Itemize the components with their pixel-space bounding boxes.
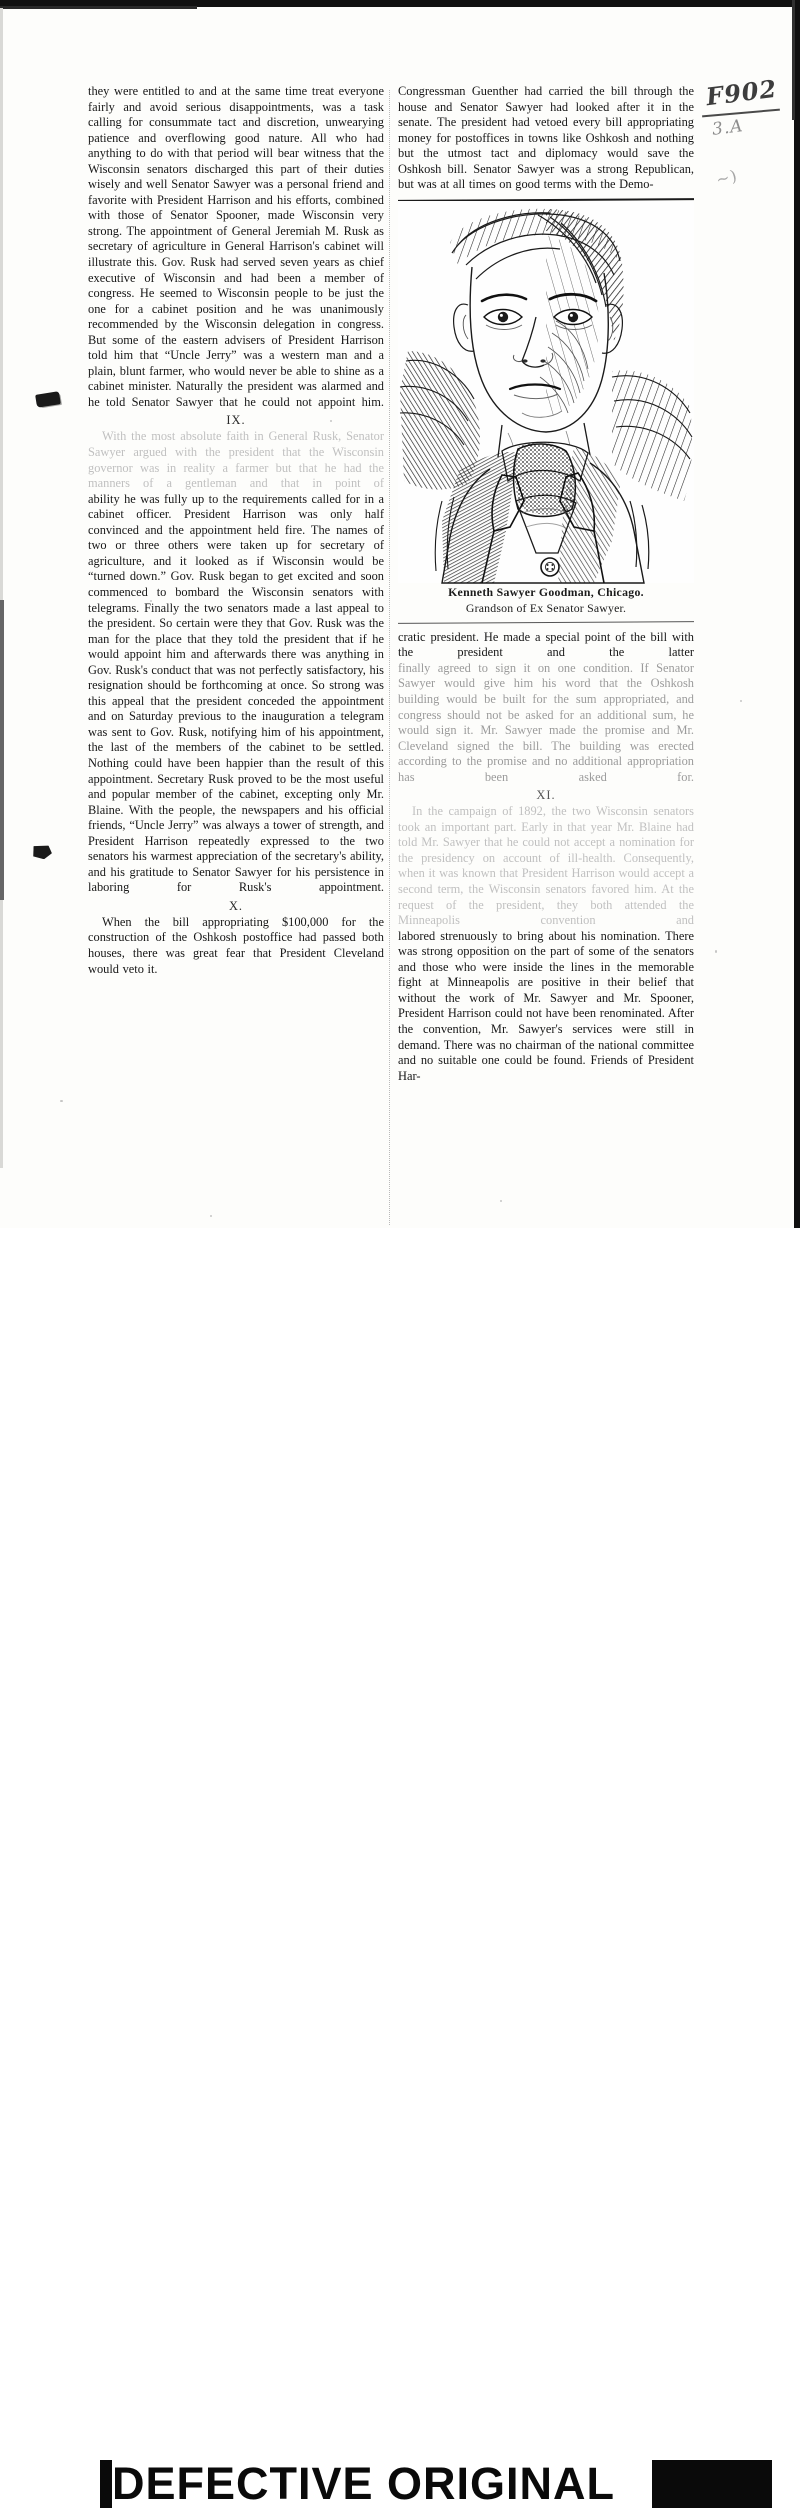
page-bottom-edge bbox=[0, 1279, 800, 1285]
banner-label: DEFECTIVE ORIGINAL bbox=[112, 2458, 616, 2509]
paper-speckle bbox=[740, 700, 742, 702]
defective-original-banner bbox=[0, 1228, 800, 2509]
scan-edge-left bbox=[0, 8, 3, 1168]
left-column bbox=[88, 84, 384, 977]
margin-smudge-upper bbox=[35, 391, 61, 408]
scan-edge-right-secondary bbox=[792, 0, 795, 120]
paragraph-xi-faded: In the campaign of 1892, the two Wisconsin senators took an important part. Early in that year Mr. Blaine had told Mr. Sawyer that he could not accept a nomination for the presidency on account of ill-health. Consequently, when it was known that President Harrison would accept a second term, the Wisconsin senators favored him. At the request of the president, they both attended the Minneapolis convention and bbox=[398, 804, 694, 928]
paragraph-ix-faded: With the most absolute faith in General Rusk, Senator Sawyer argued with the president that the Wisconsin governor was in reality a farmer but that he had the manners of a gentleman and that in point of bbox=[88, 429, 384, 491]
section-heading-x: X. bbox=[228, 898, 244, 913]
portrait-illustration bbox=[398, 201, 694, 583]
paragraph-after-portrait: cratic president. He made a special point of the bill with the president and the latter bbox=[398, 629, 694, 660]
handwritten-catalog-mark: F902 bbox=[704, 73, 779, 112]
right-column bbox=[398, 84, 694, 1084]
paper-speckle bbox=[60, 1100, 63, 1102]
paragraph-x-body: When the bill appropriating $100,000 for the construction of the Oshkosh postoffice had passed both houses, there was great fear that President Cleveland would veto it. bbox=[88, 914, 384, 976]
paragraph-right-top: Congressman Guenther had carried the bill through the house and Senator Sawyer had looked after it in the senate. The president had vetoed every bill appropriating money for postoffices in towns like Oshkosh and nothing but the utmost tact and diplomacy would save the Oshkosh bill. Senator Sawyer was a strong Republican, but was at all times on good terms with the Demo- bbox=[398, 84, 694, 192]
handwritten-sub-mark: 3.A bbox=[710, 116, 745, 140]
paper-speckle bbox=[210, 1215, 212, 1217]
margin-smudge-lower bbox=[32, 844, 52, 860]
scan-edge-right bbox=[794, 0, 800, 1228]
paper-speckle bbox=[715, 950, 717, 953]
paragraph-ix-body: ability he was fully up to the requirements called for in a cabinet officer. President Harrison was only half convinced and the appointment held fire. The names of two or three others were taken up for secretary of agriculture, and it looked as if Wisconsin would be “turned down.” Gov. Rusk began to get excited and soon commenced to bombard the Wisconsin senators with telegrams. Finally the two senators made a last appeal to the president. So certain were they that Gov. Rusk was the man for the place that they told the president that if he would appoint him and afterwards there was anything in Gov. Rusk's conduct that was not perfectly satisfactory, his resignation should be forthcoming at once. So strong was this appeal that the president conceded the appointment and on Saturday previous to the inauguration a telegram was sent to Gov. Rusk, notifying him of his appointment, the last of the members of the cabinet to be settled. Nothing could have been happier than the result of this appointment. Secretary Rusk proved to be the most useful and popular member of the cabinet, excepting only Mr. Blaine. With the people, the newspapers and his official friends, “Uncle Jerry” was always a tower of strength, and President Harrison repeatedly expressed to the two senators his warmest appreciation of the secretary's ability, and his gratitude to Senator Sawyer for his persistence in laboring for Rusk's appointment. bbox=[88, 491, 384, 895]
portrait-caption bbox=[398, 585, 694, 616]
portrait-bottom-rule bbox=[398, 621, 694, 624]
handwritten-pencil-mark: ~) bbox=[714, 165, 740, 190]
column-divider bbox=[389, 90, 391, 1225]
paper-speckle bbox=[500, 1200, 502, 1202]
scan-edge-left-dark bbox=[0, 600, 4, 900]
caption-line-relation: Grandson of Ex Senator Sawyer. bbox=[465, 600, 627, 615]
section-heading-xi: XI. bbox=[536, 788, 556, 803]
paragraph-continuation: they were entitled to and at the same time treat everyone fairly and avoid serious disappointments, was a task calling for consummate tact and discretion, unwearying patience and overflowing good nature. All who had anything to do with that period will bear witness that the Wisconsin senators discharged this part of their duties wisely and well Senator Sawyer was a personal friend and favorite with President Harrison and his efforts, combined with those of Senator Spooner, made Wisconsin very strong. The appointment of General Jeremiah M. Rusk as secretary of agriculture in General Harrison's cabinet will illustrate this. Gov. Rusk had served seven years as chief executive of Wisconsin and had been a member of congress. He seemed to Wisconsin people to be just the one for a cabinet position and he was unanimously recommended by the Wisconsin delegation in congress. But some of the eastern advisers of President Harrison told him that “Uncle Jerry” was a western man and a plain, blunt farmer, who would never be able to shine as a cabinet minister. Naturally the president was alarmed and he told Senator Sawyer that he could not appoint him. bbox=[88, 84, 384, 409]
paragraph-xi-body: labored strenuously to bring about his nomination. There was strong opposition on the part of some of the senators and those who were inside the lines in the memorable fight at Minneapolis are positive in their belief that without the work of Mr. Sawyer and Mr. Spooner, President Harrison could not have been renominated. After the convention, Mr. Sawyer's services were still in demand. There was no chairman of the national committee and no suitable one could be found. Friends of President Har- bbox=[398, 928, 694, 1083]
portrait-engraving bbox=[398, 201, 694, 583]
paragraph-after-portrait-faded: finally agreed to sign it on one condition. If Senator Sawyer would give him his word that the Oshkosh building would be built for the sum appropriated, and congress should not be asked for an additional sum, he would sign it. Mr. Sawyer made the promise and Mr. Cleveland signed the bill. The building was erected according to the promise and no additional appropriation has been asked for. bbox=[398, 660, 694, 784]
scan-edge-top-secondary bbox=[0, 6, 197, 9]
section-heading-ix: IX. bbox=[226, 413, 246, 428]
caption-line-name: Kenneth Sawyer Goodman, Chicago. bbox=[448, 584, 644, 599]
